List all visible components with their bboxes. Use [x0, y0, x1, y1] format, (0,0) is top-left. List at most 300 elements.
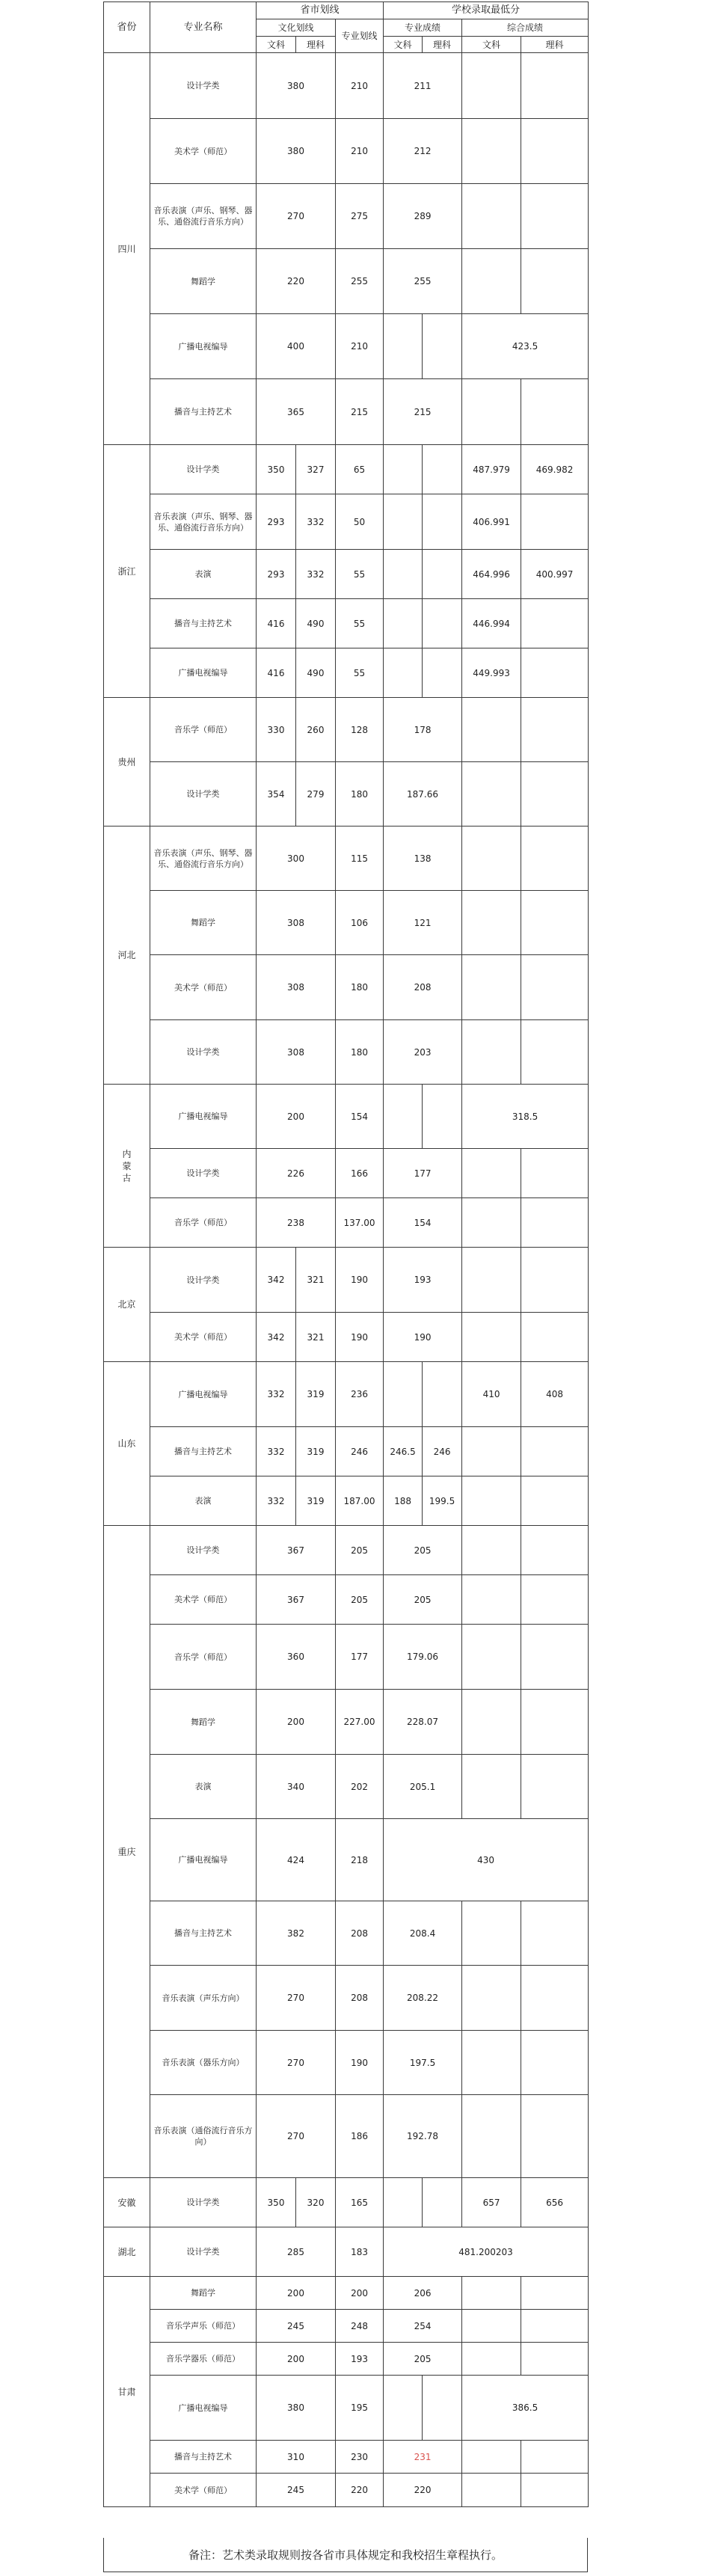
comp-li-cell [521, 599, 589, 648]
comp-li-cell: 656 [521, 2178, 589, 2227]
header-pro-score: 专业成绩 [384, 19, 462, 37]
major-cell: 播音与主持艺术 [150, 1901, 257, 1966]
comp-li-cell [521, 2031, 589, 2095]
comp-wen-cell [462, 1427, 521, 1476]
culture-li-cell: 332 [296, 494, 336, 550]
major-cell: 音乐表演（声乐、钢琴、器乐、通俗流行音乐方向） [150, 494, 257, 550]
comp-li-cell [521, 891, 589, 955]
major-line-cell: 202 [336, 1755, 384, 1819]
major-line-cell: 137.00 [336, 1198, 384, 1248]
culture-line-cell: 200 [257, 2277, 336, 2310]
major-cell: 表演 [150, 550, 257, 599]
major-cell: 美术学（师范） [150, 1575, 257, 1625]
major-cell: 设计学类 [150, 1526, 257, 1575]
major-cell: 设计学类 [150, 1149, 257, 1198]
major-cell: 美术学（师范） [150, 1313, 257, 1362]
pro-score-cell: 154 [384, 1198, 462, 1248]
major-line-cell: 115 [336, 827, 384, 891]
province-name: 内蒙古 [122, 1148, 132, 1183]
comp-wen-cell [462, 1690, 521, 1755]
province-cell: 甘肃 [104, 2277, 150, 2507]
major-line-cell: 208 [336, 1966, 384, 2031]
major-line-cell: 210 [336, 119, 384, 184]
pro-score-cell: 193 [384, 1248, 462, 1313]
comp-wen-cell [462, 119, 521, 184]
culture-li-cell: 332 [296, 550, 336, 599]
header-composite: 综合成绩 [462, 19, 589, 37]
major-cell: 广播电视编导 [150, 1362, 257, 1427]
major-cell: 音乐表演（通俗流行音乐方向） [150, 2095, 257, 2178]
header-culture-line: 文化划线 [257, 19, 336, 37]
major-line-cell: 190 [336, 2031, 384, 2095]
header-school-group: 学校录取最低分 [384, 2, 589, 19]
comp-li-cell [521, 119, 589, 184]
culture-wen-cell: 293 [257, 494, 296, 550]
province-cell: 浙江 [104, 445, 150, 698]
comp-wen-cell [462, 1575, 521, 1625]
major-cell: 音乐表演（器乐方向） [150, 2031, 257, 2095]
footnote: 备注：艺术类录取规则按各省市具体规定和我校招生章程执行。 [103, 2538, 588, 2572]
comp-wen-cell [462, 1020, 521, 1085]
pro-score-cell: 179.06 [384, 1625, 462, 1690]
pro-wen-cell [384, 2178, 423, 2227]
culture-line-cell: 270 [257, 184, 336, 249]
comp-li-cell [521, 955, 589, 1020]
comp-li-cell [521, 1966, 589, 2031]
composite-cell: 386.5 [462, 2376, 589, 2441]
comp-wen-cell [462, 1966, 521, 2031]
major-cell: 舞蹈学 [150, 249, 257, 314]
comp-li-cell [521, 1427, 589, 1476]
comp-li-cell [521, 1476, 589, 1526]
header-pro-wen: 文科 [384, 37, 423, 53]
major-line-cell: 218 [336, 1819, 384, 1901]
comp-li-cell [521, 1901, 589, 1966]
major-line-cell: 65 [336, 445, 384, 494]
major-line-cell: 215 [336, 379, 384, 445]
culture-li-cell: 320 [296, 2178, 336, 2227]
comp-li-cell [521, 1149, 589, 1198]
culture-line-cell: 367 [257, 1526, 336, 1575]
comp-li-cell [521, 1248, 589, 1313]
comp-li-cell [521, 762, 589, 827]
major-line-cell: 190 [336, 1313, 384, 1362]
pro-li-cell: 246 [423, 1427, 462, 1476]
culture-li-cell: 327 [296, 445, 336, 494]
province-cell: 贵州 [104, 698, 150, 827]
pro-score-cell: 208 [384, 955, 462, 1020]
culture-line-cell: 220 [257, 249, 336, 314]
comp-wen-cell [462, 1755, 521, 1819]
culture-wen-cell: 350 [257, 2178, 296, 2227]
comp-wen-cell [462, 53, 521, 119]
major-cell: 美术学（师范） [150, 119, 257, 184]
comp-wen-cell [462, 2277, 521, 2310]
composite-cell: 423.5 [462, 314, 589, 379]
pro-score-cell: 205.1 [384, 1755, 462, 1819]
pro-score-cell: 254 [384, 2310, 462, 2343]
pro-li-cell [423, 550, 462, 599]
major-cell: 设计学类 [150, 1020, 257, 1085]
major-cell: 舞蹈学 [150, 2277, 257, 2310]
major-cell: 表演 [150, 1476, 257, 1526]
province-cell: 湖北 [104, 2227, 150, 2277]
header-pro-li: 理科 [423, 37, 462, 53]
major-cell: 设计学类 [150, 445, 257, 494]
comp-wen-cell [462, 891, 521, 955]
comp-wen-cell: 410 [462, 1362, 521, 1427]
pro-score-cell: 205 [384, 1575, 462, 1625]
culture-line-cell: 200 [257, 1690, 336, 1755]
major-line-cell: 165 [336, 2178, 384, 2227]
culture-line-cell: 380 [257, 119, 336, 184]
header-comp-wen: 文科 [462, 37, 521, 53]
pro-score-cell: 208.22 [384, 1966, 462, 2031]
major-cell: 音乐表演（声乐、钢琴、器乐、通俗流行音乐方向） [150, 827, 257, 891]
pro-score-cell: 203 [384, 1020, 462, 1085]
pro-wen-cell: 246.5 [384, 1427, 423, 1476]
comp-li-cell [521, 1625, 589, 1690]
major-cell: 播音与主持艺术 [150, 379, 257, 445]
major-cell: 广播电视编导 [150, 648, 257, 698]
major-cell: 设计学类 [150, 53, 257, 119]
pro-wen-cell [384, 1085, 423, 1149]
pro-wen-cell [384, 599, 423, 648]
major-line-cell: 128 [336, 698, 384, 762]
culture-wen-cell: 342 [257, 1248, 296, 1313]
comp-li-cell [521, 1755, 589, 1819]
major-line-cell: 205 [336, 1575, 384, 1625]
pro-wen-cell [384, 2376, 423, 2441]
province-cell: 山东 [104, 1362, 150, 1526]
major-line-cell: 50 [336, 494, 384, 550]
comp-wen-cell [462, 1526, 521, 1575]
major-line-cell: 230 [336, 2441, 384, 2474]
pro-li-cell [423, 445, 462, 494]
culture-line-cell: 400 [257, 314, 336, 379]
culture-line-cell: 308 [257, 955, 336, 1020]
pro-score-cell: 212 [384, 119, 462, 184]
header-province: 省份 [104, 2, 150, 53]
comp-li-cell [521, 2343, 589, 2376]
culture-wen-cell: 293 [257, 550, 296, 599]
culture-line-cell: 245 [257, 2474, 336, 2507]
culture-li-cell: 319 [296, 1362, 336, 1427]
comp-li-cell [521, 494, 589, 550]
culture-line-cell: 200 [257, 1085, 336, 1149]
major-cell: 音乐学（师范） [150, 698, 257, 762]
comp-wen-cell: 449.993 [462, 648, 521, 698]
comp-li-cell [521, 1313, 589, 1362]
comp-li-cell: 469.982 [521, 445, 589, 494]
major-line-cell: 183 [336, 2227, 384, 2277]
pro-score-cell: 220 [384, 2474, 462, 2507]
province-cell: 安徽 [104, 2178, 150, 2227]
culture-line-cell: 300 [257, 827, 336, 891]
major-cell: 舞蹈学 [150, 1690, 257, 1755]
pro-wen-cell [384, 314, 423, 379]
comp-li-cell [521, 249, 589, 314]
major-cell: 音乐表演（声乐、钢琴、器乐、通俗流行音乐方向） [150, 184, 257, 249]
culture-li-cell: 319 [296, 1427, 336, 1476]
major-cell: 广播电视编导 [150, 314, 257, 379]
major-line-cell: 248 [336, 2310, 384, 2343]
comp-wen-cell [462, 1313, 521, 1362]
composite-cell: 481.200203 [384, 2227, 589, 2277]
pro-score-cell: 192.78 [384, 2095, 462, 2178]
major-line-cell: 55 [336, 550, 384, 599]
header-major-line: 专业划线 [336, 19, 384, 53]
comp-li-cell: 400.997 [521, 550, 589, 599]
culture-line-cell: 285 [257, 2227, 336, 2277]
major-line-cell: 180 [336, 1020, 384, 1085]
pro-li-cell: 199.5 [423, 1476, 462, 1526]
culture-li-cell: 490 [296, 599, 336, 648]
comp-li-cell [521, 1575, 589, 1625]
comp-wen-cell [462, 1149, 521, 1198]
culture-wen-cell: 416 [257, 648, 296, 698]
culture-li-cell: 260 [296, 698, 336, 762]
pro-score-cell: 231 [384, 2441, 462, 2474]
major-line-cell: 180 [336, 762, 384, 827]
culture-line-cell: 238 [257, 1198, 336, 1248]
major-cell: 播音与主持艺术 [150, 1427, 257, 1476]
major-line-cell: 246 [336, 1427, 384, 1476]
pro-wen-cell [384, 494, 423, 550]
major-cell: 音乐学（师范） [150, 1198, 257, 1248]
major-cell: 设计学类 [150, 1248, 257, 1313]
pro-li-cell [423, 1085, 462, 1149]
culture-line-cell: 308 [257, 891, 336, 955]
pro-score-cell: 211 [384, 53, 462, 119]
comp-li-cell [521, 827, 589, 891]
culture-line-cell: 270 [257, 1966, 336, 2031]
comp-wen-cell [462, 827, 521, 891]
major-cell: 广播电视编导 [150, 2376, 257, 2441]
comp-wen-cell [462, 955, 521, 1020]
major-line-cell: 210 [336, 314, 384, 379]
major-line-cell: 190 [336, 1248, 384, 1313]
pro-wen-cell: 188 [384, 1476, 423, 1526]
comp-li-cell [521, 2474, 589, 2507]
pro-li-cell [423, 1362, 462, 1427]
pro-score-cell: 215 [384, 379, 462, 445]
major-cell: 美术学（师范） [150, 2474, 257, 2507]
culture-line-cell: 380 [257, 2376, 336, 2441]
major-cell: 音乐学器乐（师范） [150, 2343, 257, 2376]
major-cell: 播音与主持艺术 [150, 599, 257, 648]
comp-wen-cell [462, 762, 521, 827]
comp-li-cell [521, 2277, 589, 2310]
pro-wen-cell [384, 550, 423, 599]
pro-li-cell [423, 314, 462, 379]
culture-line-cell: 270 [257, 2031, 336, 2095]
pro-score-cell: 255 [384, 249, 462, 314]
province-cell: 四川 [104, 53, 150, 445]
major-line-cell: 187.00 [336, 1476, 384, 1526]
culture-wen-cell: 342 [257, 1313, 296, 1362]
major-line-cell: 186 [336, 2095, 384, 2178]
pro-score-cell: 121 [384, 891, 462, 955]
culture-wen-cell: 330 [257, 698, 296, 762]
pro-li-cell [423, 648, 462, 698]
major-cell: 音乐学声乐（师范） [150, 2310, 257, 2343]
pro-score-cell: 206 [384, 2277, 462, 2310]
pro-li-cell [423, 494, 462, 550]
comp-wen-cell [462, 1198, 521, 1248]
comp-wen-cell: 487.979 [462, 445, 521, 494]
province-cell: 重庆 [104, 1526, 150, 2178]
culture-line-cell: 245 [257, 2310, 336, 2343]
pro-score-cell: 197.5 [384, 2031, 462, 2095]
culture-line-cell: 380 [257, 53, 336, 119]
major-line-cell: 55 [336, 648, 384, 698]
comp-li-cell [521, 648, 589, 698]
admission-score-table [103, 1, 589, 2507]
comp-wen-cell: 446.994 [462, 599, 521, 648]
culture-line-cell: 270 [257, 2095, 336, 2178]
comp-wen-cell [462, 2310, 521, 2343]
pro-score-cell: 138 [384, 827, 462, 891]
comp-li-cell [521, 1690, 589, 1755]
culture-line-cell: 367 [257, 1575, 336, 1625]
major-cell: 音乐学（师范） [150, 1625, 257, 1690]
major-cell: 表演 [150, 1755, 257, 1819]
culture-wen-cell: 354 [257, 762, 296, 827]
major-line-cell: 55 [336, 599, 384, 648]
composite-cell: 318.5 [462, 1085, 589, 1149]
pro-score-cell: 208.4 [384, 1901, 462, 1966]
culture-line-cell: 424 [257, 1819, 336, 1901]
pro-score-cell: 190 [384, 1313, 462, 1362]
comp-wen-cell: 464.996 [462, 550, 521, 599]
comp-wen-cell [462, 184, 521, 249]
culture-line-cell: 365 [257, 379, 336, 445]
pro-score-cell: 205 [384, 2343, 462, 2376]
major-line-cell: 154 [336, 1085, 384, 1149]
comp-wen-cell [462, 1625, 521, 1690]
pro-wen-cell [384, 648, 423, 698]
major-line-cell: 236 [336, 1362, 384, 1427]
comp-li-cell [521, 1020, 589, 1085]
major-cell: 广播电视编导 [150, 1819, 257, 1901]
comp-li-cell [521, 698, 589, 762]
culture-wen-cell: 416 [257, 599, 296, 648]
major-cell: 设计学类 [150, 2227, 257, 2277]
major-cell: 美术学（师范） [150, 955, 257, 1020]
comp-wen-cell [462, 2474, 521, 2507]
comp-li-cell [521, 2310, 589, 2343]
major-line-cell: 106 [336, 891, 384, 955]
comp-wen-cell [462, 1248, 521, 1313]
major-cell: 播音与主持艺术 [150, 2441, 257, 2474]
culture-line-cell: 308 [257, 1020, 336, 1085]
culture-line-cell: 360 [257, 1625, 336, 1690]
comp-li-cell [521, 1526, 589, 1575]
major-line-cell: 193 [336, 2343, 384, 2376]
major-line-cell: 255 [336, 249, 384, 314]
major-line-cell: 195 [336, 2376, 384, 2441]
culture-wen-cell: 350 [257, 445, 296, 494]
comp-wen-cell [462, 2343, 521, 2376]
comp-li-cell [521, 2441, 589, 2474]
major-line-cell: 275 [336, 184, 384, 249]
major-line-cell: 180 [336, 955, 384, 1020]
culture-line-cell: 340 [257, 1755, 336, 1819]
pro-wen-cell [384, 1362, 423, 1427]
major-cell: 设计学类 [150, 762, 257, 827]
header-comp-li: 理科 [521, 37, 589, 53]
province-cell [104, 1085, 150, 1248]
major-line-cell: 208 [336, 1901, 384, 1966]
culture-wen-cell: 332 [257, 1427, 296, 1476]
culture-wen-cell: 332 [257, 1476, 296, 1526]
culture-li-cell: 279 [296, 762, 336, 827]
header-major: 专业名称 [150, 2, 257, 53]
comp-li-cell [521, 2095, 589, 2178]
pro-wen-cell [384, 445, 423, 494]
comp-li-cell [521, 1198, 589, 1248]
major-cell: 设计学类 [150, 2178, 257, 2227]
comp-wen-cell [462, 1901, 521, 1966]
comp-li-cell: 408 [521, 1362, 589, 1427]
comp-li-cell [521, 184, 589, 249]
major-line-cell: 210 [336, 53, 384, 119]
culture-line-cell: 226 [257, 1149, 336, 1198]
major-line-cell: 227.00 [336, 1690, 384, 1755]
culture-li-cell: 321 [296, 1248, 336, 1313]
major-cell: 舞蹈学 [150, 891, 257, 955]
culture-li-cell: 319 [296, 1476, 336, 1526]
comp-wen-cell [462, 379, 521, 445]
comp-wen-cell [462, 698, 521, 762]
comp-wen-cell [462, 249, 521, 314]
province-cell: 河北 [104, 827, 150, 1085]
culture-wen-cell: 332 [257, 1362, 296, 1427]
pro-li-cell [423, 599, 462, 648]
comp-wen-cell [462, 2095, 521, 2178]
comp-wen-cell: 657 [462, 2178, 521, 2227]
pro-li-cell [423, 2178, 462, 2227]
major-line-cell: 200 [336, 2277, 384, 2310]
header-cutoff-group: 省市划线 [257, 2, 384, 19]
comp-li-cell [521, 379, 589, 445]
culture-li-cell: 321 [296, 1313, 336, 1362]
major-line-cell: 166 [336, 1149, 384, 1198]
major-line-cell: 177 [336, 1625, 384, 1690]
pro-li-cell [423, 2376, 462, 2441]
major-cell: 广播电视编导 [150, 1085, 257, 1149]
major-cell: 音乐表演（声乐方向） [150, 1966, 257, 2031]
pro-score-cell: 205 [384, 1526, 462, 1575]
major-line-cell: 205 [336, 1526, 384, 1575]
comp-wen-cell [462, 2441, 521, 2474]
comp-wen-cell [462, 1476, 521, 1526]
culture-line-cell: 310 [257, 2441, 336, 2474]
pro-score-cell: 178 [384, 698, 462, 762]
comp-li-cell [521, 53, 589, 119]
comp-wen-cell [462, 2031, 521, 2095]
header-culture-li: 理科 [296, 37, 336, 53]
culture-line-cell: 382 [257, 1901, 336, 1966]
composite-cell: 430 [384, 1819, 589, 1901]
comp-wen-cell: 406.991 [462, 494, 521, 550]
province-cell: 北京 [104, 1248, 150, 1362]
pro-score-cell: 289 [384, 184, 462, 249]
header-culture-wen: 文科 [257, 37, 296, 53]
major-line-cell: 220 [336, 2474, 384, 2507]
pro-score-cell: 187.66 [384, 762, 462, 827]
